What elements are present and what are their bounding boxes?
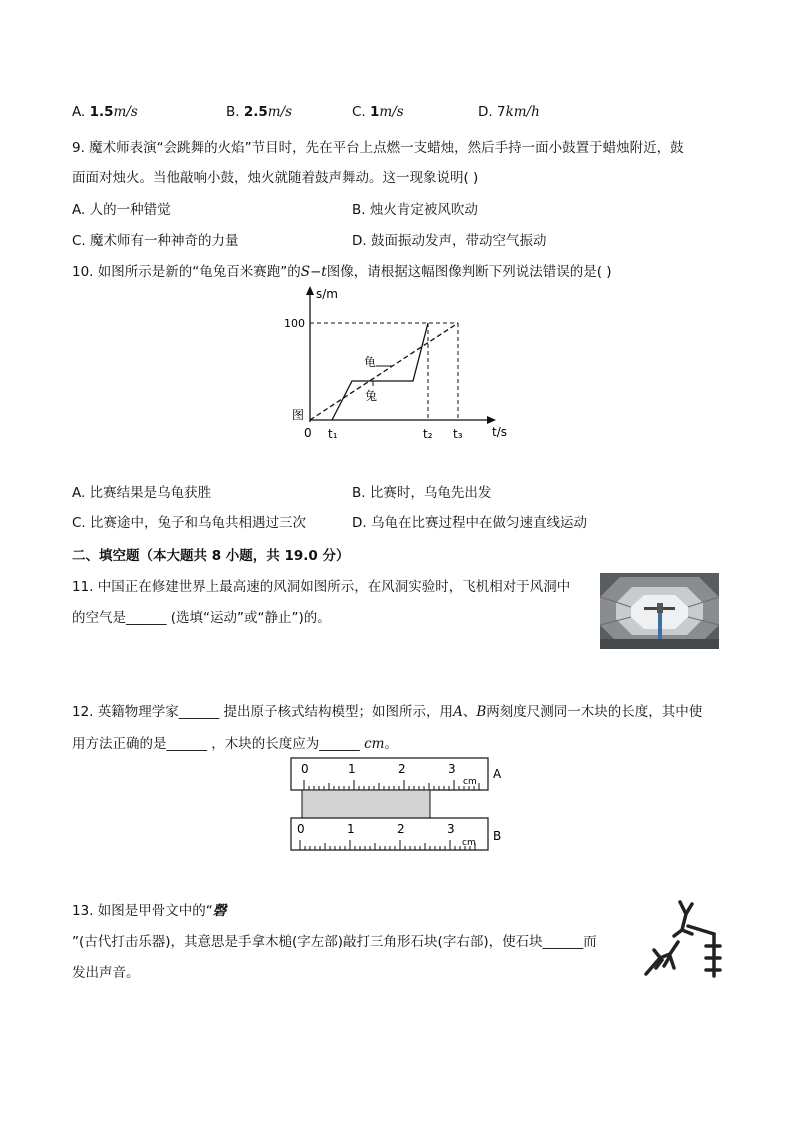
q10-stem: 10. 如图所示是新的“龟兔百米赛跑”的S−t图像，请根据这幅图像判断下列说法错误的是( ) [72, 264, 612, 280]
y-axis-label: s/m [316, 287, 338, 301]
q12-line1: 12. 英籍物理学家______ 提出原子核式结构模型；如图所示，用A、B两刻度尺测同一木块的长度，其中使 [72, 704, 703, 720]
ruler-b-name: B [493, 829, 502, 843]
ruler-a-tick-3: 3 [448, 762, 456, 776]
section-title: 二、填空题（本大题共 8 小题，共 19.0 分） [72, 548, 350, 564]
q13-line2: ”(古代打击乐器)，其意思是手拿木槌(字左部)敲打三角形石块(字右部)，使石块______而 [72, 934, 597, 950]
q12-line2: 用方法正确的是______ ，木块的长度应为______ cm。 [72, 736, 398, 752]
ruler-b-tick-0: 0 [297, 822, 305, 836]
ruler-b [291, 818, 488, 850]
ruler-b-unit: cm [462, 838, 476, 848]
q10-option-d: D. 乌龟在比赛过程中在做匀速直线运动 [352, 515, 587, 531]
t2-label: t₂ [423, 427, 433, 441]
q11-line2: 的空气是______ (选填“运动”或“静止”)的。 [72, 610, 331, 626]
ruler-a-tick-1: 1 [348, 762, 356, 776]
q9-stem-line1: 9. 魔术师表演“会跳舞的火焰”节目时，先在平台上点燃一支蜡烛，然后手持一面小鼓置于蜡烛附近，鼓 [72, 140, 684, 156]
q10-option-b: B. 比赛时，乌龟先出发 [352, 485, 492, 501]
y-axis-arrow [306, 286, 314, 295]
ruler-a-name: A [493, 767, 502, 781]
q8-option-d: D. 7km/h [478, 104, 540, 120]
origin-label: 0 [304, 426, 312, 440]
q10-option-c: C. 比赛途中，兔子和乌龟共相遇过三次 [72, 515, 307, 531]
q9-option-c: C. 魔术师有一种神奇的力量 [72, 233, 239, 249]
ruler-a [291, 758, 488, 790]
q10-option-a: A. 比赛结果是乌龟获胜 [72, 485, 212, 501]
q11-line1: 11. 中国正在修建世界上最高速的风洞如图所示，在风洞实验时，飞机相对于风洞中 [72, 579, 571, 595]
ruler-b-tick-1: 1 [347, 822, 355, 836]
ruler-b-tick-3: 3 [447, 822, 455, 836]
y-tick-100: 100 [284, 317, 305, 330]
ruler-b-tick-2: 2 [397, 822, 405, 836]
tortoise-label: 龟 [364, 355, 377, 369]
x-axis-arrow [487, 416, 496, 424]
origin-char: 图 [292, 408, 305, 422]
t1-label: t₁ [328, 427, 338, 441]
rabbit-line [332, 323, 428, 420]
rulers-figure [285, 755, 515, 855]
ruler-a-tick-0: 0 [301, 762, 309, 776]
q9-option-d: D. 鼓面振动发声，带动空气振动 [352, 233, 547, 249]
wind-tunnel-image [600, 573, 719, 649]
rabbit-label: 兔 [365, 389, 378, 403]
wooden-block [302, 790, 430, 818]
q8-option-b: B. 2.5m/s [226, 104, 293, 120]
tortoise-line [310, 323, 458, 420]
x-axis-label: t/s [492, 425, 507, 439]
q9-option-a: A. 人的一种错觉 [72, 202, 171, 218]
q13-line3: 发出声音。 [72, 965, 140, 981]
q9-stem-line2: 面面对烛火。当他敲响小鼓，烛火就随着鼓声舞动。这一现象说明( ) [72, 170, 479, 186]
q8-option-c: C. 1m/s [352, 104, 404, 120]
oracle-bone-glyph-image [640, 896, 726, 984]
ruler-a-tick-2: 2 [398, 762, 406, 776]
q8-option-a: A. 1.5m/s [72, 104, 138, 120]
q9-option-b: B. 烛火肯定被风吹动 [352, 202, 478, 218]
ruler-a-unit: cm [463, 777, 477, 787]
q13-line1: 13. 如图是甲骨文中的“磬 [72, 903, 227, 919]
q10-st-graph [280, 282, 520, 442]
t3-label: t₃ [453, 427, 463, 441]
